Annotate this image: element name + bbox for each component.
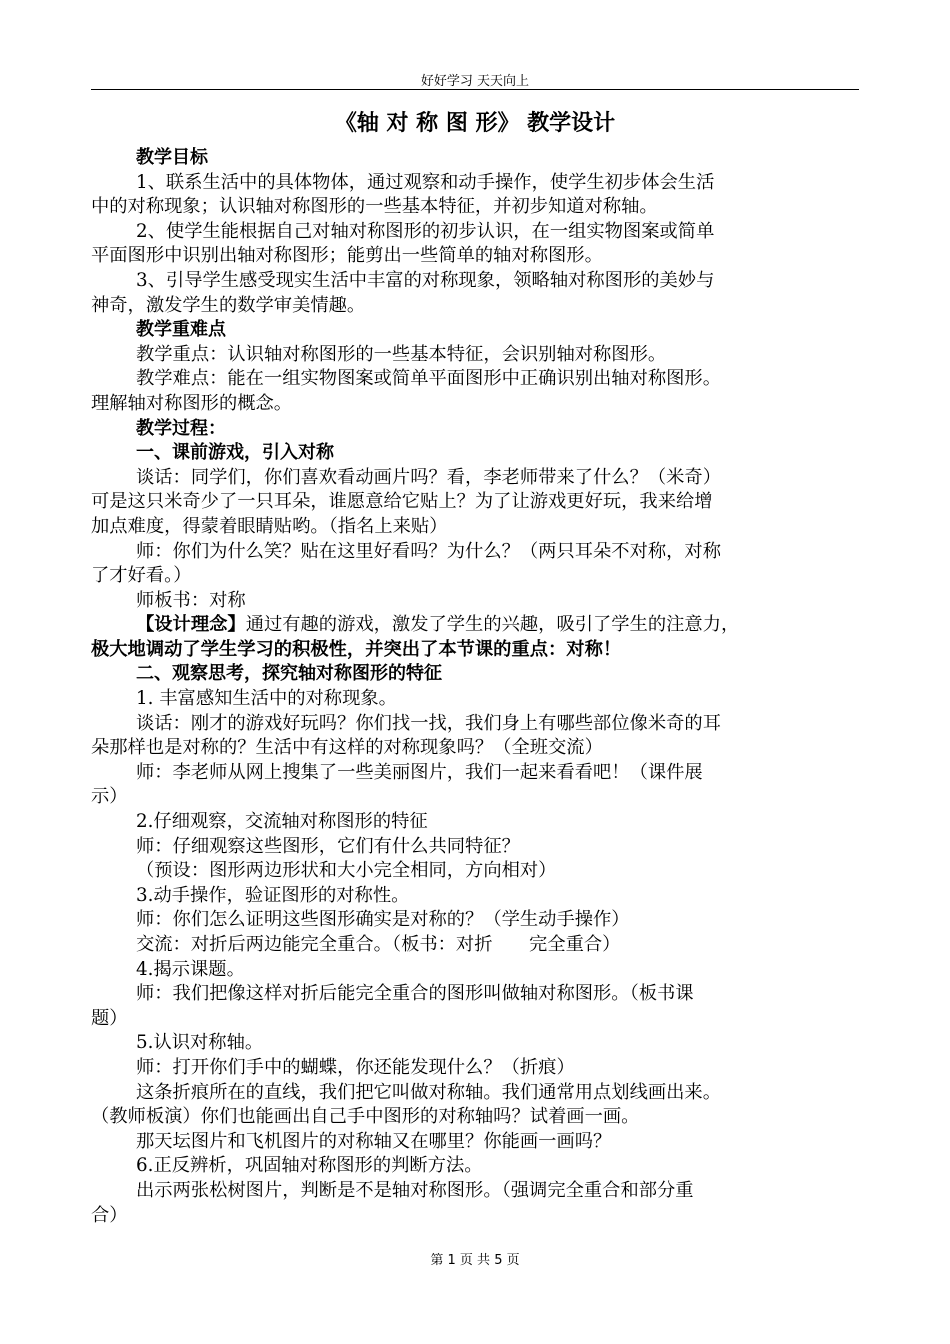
paragraph-line	[91, 613, 861, 638]
paragraph-line: 中的对称现象；认识轴对称图形的一些基本特征，并初步知道对称轴。	[91, 196, 658, 218]
paragraph-line: 师板书：对称	[136, 589, 246, 611]
paragraph-line: 交流：对折后两边能完全重合。（板书：对折 完全重合）	[136, 934, 621, 955]
page-header: 好好学习 天天向上	[420, 74, 530, 89]
paragraph-line: 4.揭示课题。	[136, 958, 245, 980]
paragraph-line: 3.动手操作，验证图形的对称性。	[136, 884, 410, 906]
document-title: 《轴 对 称 图 形》 教学设计	[334, 111, 616, 136]
paragraph-line: 朵那样也是对称的？生活中有这样的对称现象吗？（全班交流）	[91, 737, 603, 759]
paragraph-line: 了才好看。）	[91, 565, 192, 587]
section-heading: 教学目标	[136, 147, 208, 168]
section-heading: 二、观察思考，探究轴对称图形的特征	[136, 663, 442, 685]
section-heading: 教学过程：	[136, 417, 226, 439]
paragraph-line: 师：李老师从网上搜集了一些美丽图片，我们一起来看看吧！（课件展	[136, 761, 703, 783]
paragraph-line: 6.正反辨析，巩固轴对称图形的判断方法。	[136, 1155, 483, 1177]
paragraph-line: 1. 丰富感知生活中的对称现象。	[136, 688, 397, 710]
document-body	[91, 146, 861, 1228]
paragraph-line: 理解轴对称图形的概念。	[91, 392, 293, 414]
paragraph-line: 师：打开你们手中的蝴蝶，你还能发现什么？（折痕）	[136, 1056, 575, 1078]
paragraph-line: 谈话：刚才的游戏好玩吗？你们找一找，我们身上有哪些部位像米奇的耳	[136, 712, 721, 734]
paragraph-line: 谈话：同学们，你们喜欢看动画片吗？看，李老师带来了什么？（米奇）	[136, 466, 721, 488]
paragraph-line: 那天坛图片和飞机图片的对称轴又在哪里？你能画一画吗？	[136, 1130, 612, 1152]
paragraph-line: 师：你们为什么笑？贴在这里好看吗？为什么？（两只耳朵不对称，对称	[136, 540, 721, 562]
paragraph-line: 题）	[91, 1007, 128, 1029]
paragraph-line: 师：仔细观察这些图形，它们有什么共同特征？	[136, 835, 520, 857]
paragraph-line: 可是这只米奇少了一只耳朵，谁愿意给它贴上？为了让游戏更好玩，我来给增	[91, 491, 713, 513]
header-rule	[91, 89, 859, 90]
paragraph-line: 神奇，激发学生的数学审美情趣。	[91, 294, 366, 316]
paragraph-line: 2、使学生能根据自己对轴对称图形的初步认识，在一组实物图案或简单	[136, 220, 715, 242]
design-idea-text: 通过有趣的游戏，激发了学生的兴趣，吸引了学生的注意力，	[245, 614, 740, 636]
paragraph-line: 出示两张松树图片，判断是不是轴对称图形。（强调完全重合和部分重	[136, 1179, 694, 1201]
paragraph-line: 1、联系生活中的具体物体，通过观察和动手操作，使学生初步体会生活	[136, 171, 715, 193]
paragraph-line: 极大地调动了学生学习的积极性，并突出了本节课的重点：对称！	[91, 638, 622, 660]
paragraph-line: 示）	[91, 786, 128, 808]
paragraph-line: 加点难度，得蒙着眼睛贴哟。（指名上来贴）	[91, 515, 448, 537]
paragraph-line: 3、引导学生感受现实生活中丰富的对称现象，领略轴对称图形的美妙与	[136, 269, 715, 291]
paragraph-line: 这条折痕所在的直线，我们把它叫做对称轴。我们通常用点划线画出来。	[136, 1081, 721, 1103]
paragraph-line: （教师板演）你们也能画出自己手中图形的对称轴吗？试着画一画。	[91, 1106, 640, 1128]
paragraph-line: （预设：图形两边形状和大小完全相同，方向相对）	[136, 860, 557, 882]
page-footer: 第 1 页 共 5 页	[430, 1253, 520, 1268]
paragraph-line: 5.认识对称轴。	[136, 1032, 264, 1054]
paragraph-line: 2.仔细观察，交流轴对称图形的特征	[136, 811, 428, 833]
paragraph-line: 合）	[91, 1204, 128, 1226]
section-heading: 教学重难点	[136, 319, 226, 341]
paragraph-line: 师：你们怎么证明这些图形确实是对称的？（学生动手操作）	[136, 909, 630, 931]
paragraph-line: 平面图形中识别出轴对称图形；能剪出一些简单的轴对称图形。	[91, 245, 603, 267]
design-idea-label: 【设计理念】	[136, 614, 246, 636]
paragraph-line: 教学重点：认识轴对称图形的一些基本特征，会识别轴对称图形。	[136, 343, 667, 365]
section-heading: 一、课前游戏，引入对称	[136, 442, 334, 464]
paragraph-line: 教学难点：能在一组实物图案或简单平面图形中正确识别出轴对称图形。	[136, 368, 721, 390]
paragraph-line: 师：我们把像这样对折后能完全重合的图形叫做轴对称图形。（板书课	[136, 983, 694, 1005]
